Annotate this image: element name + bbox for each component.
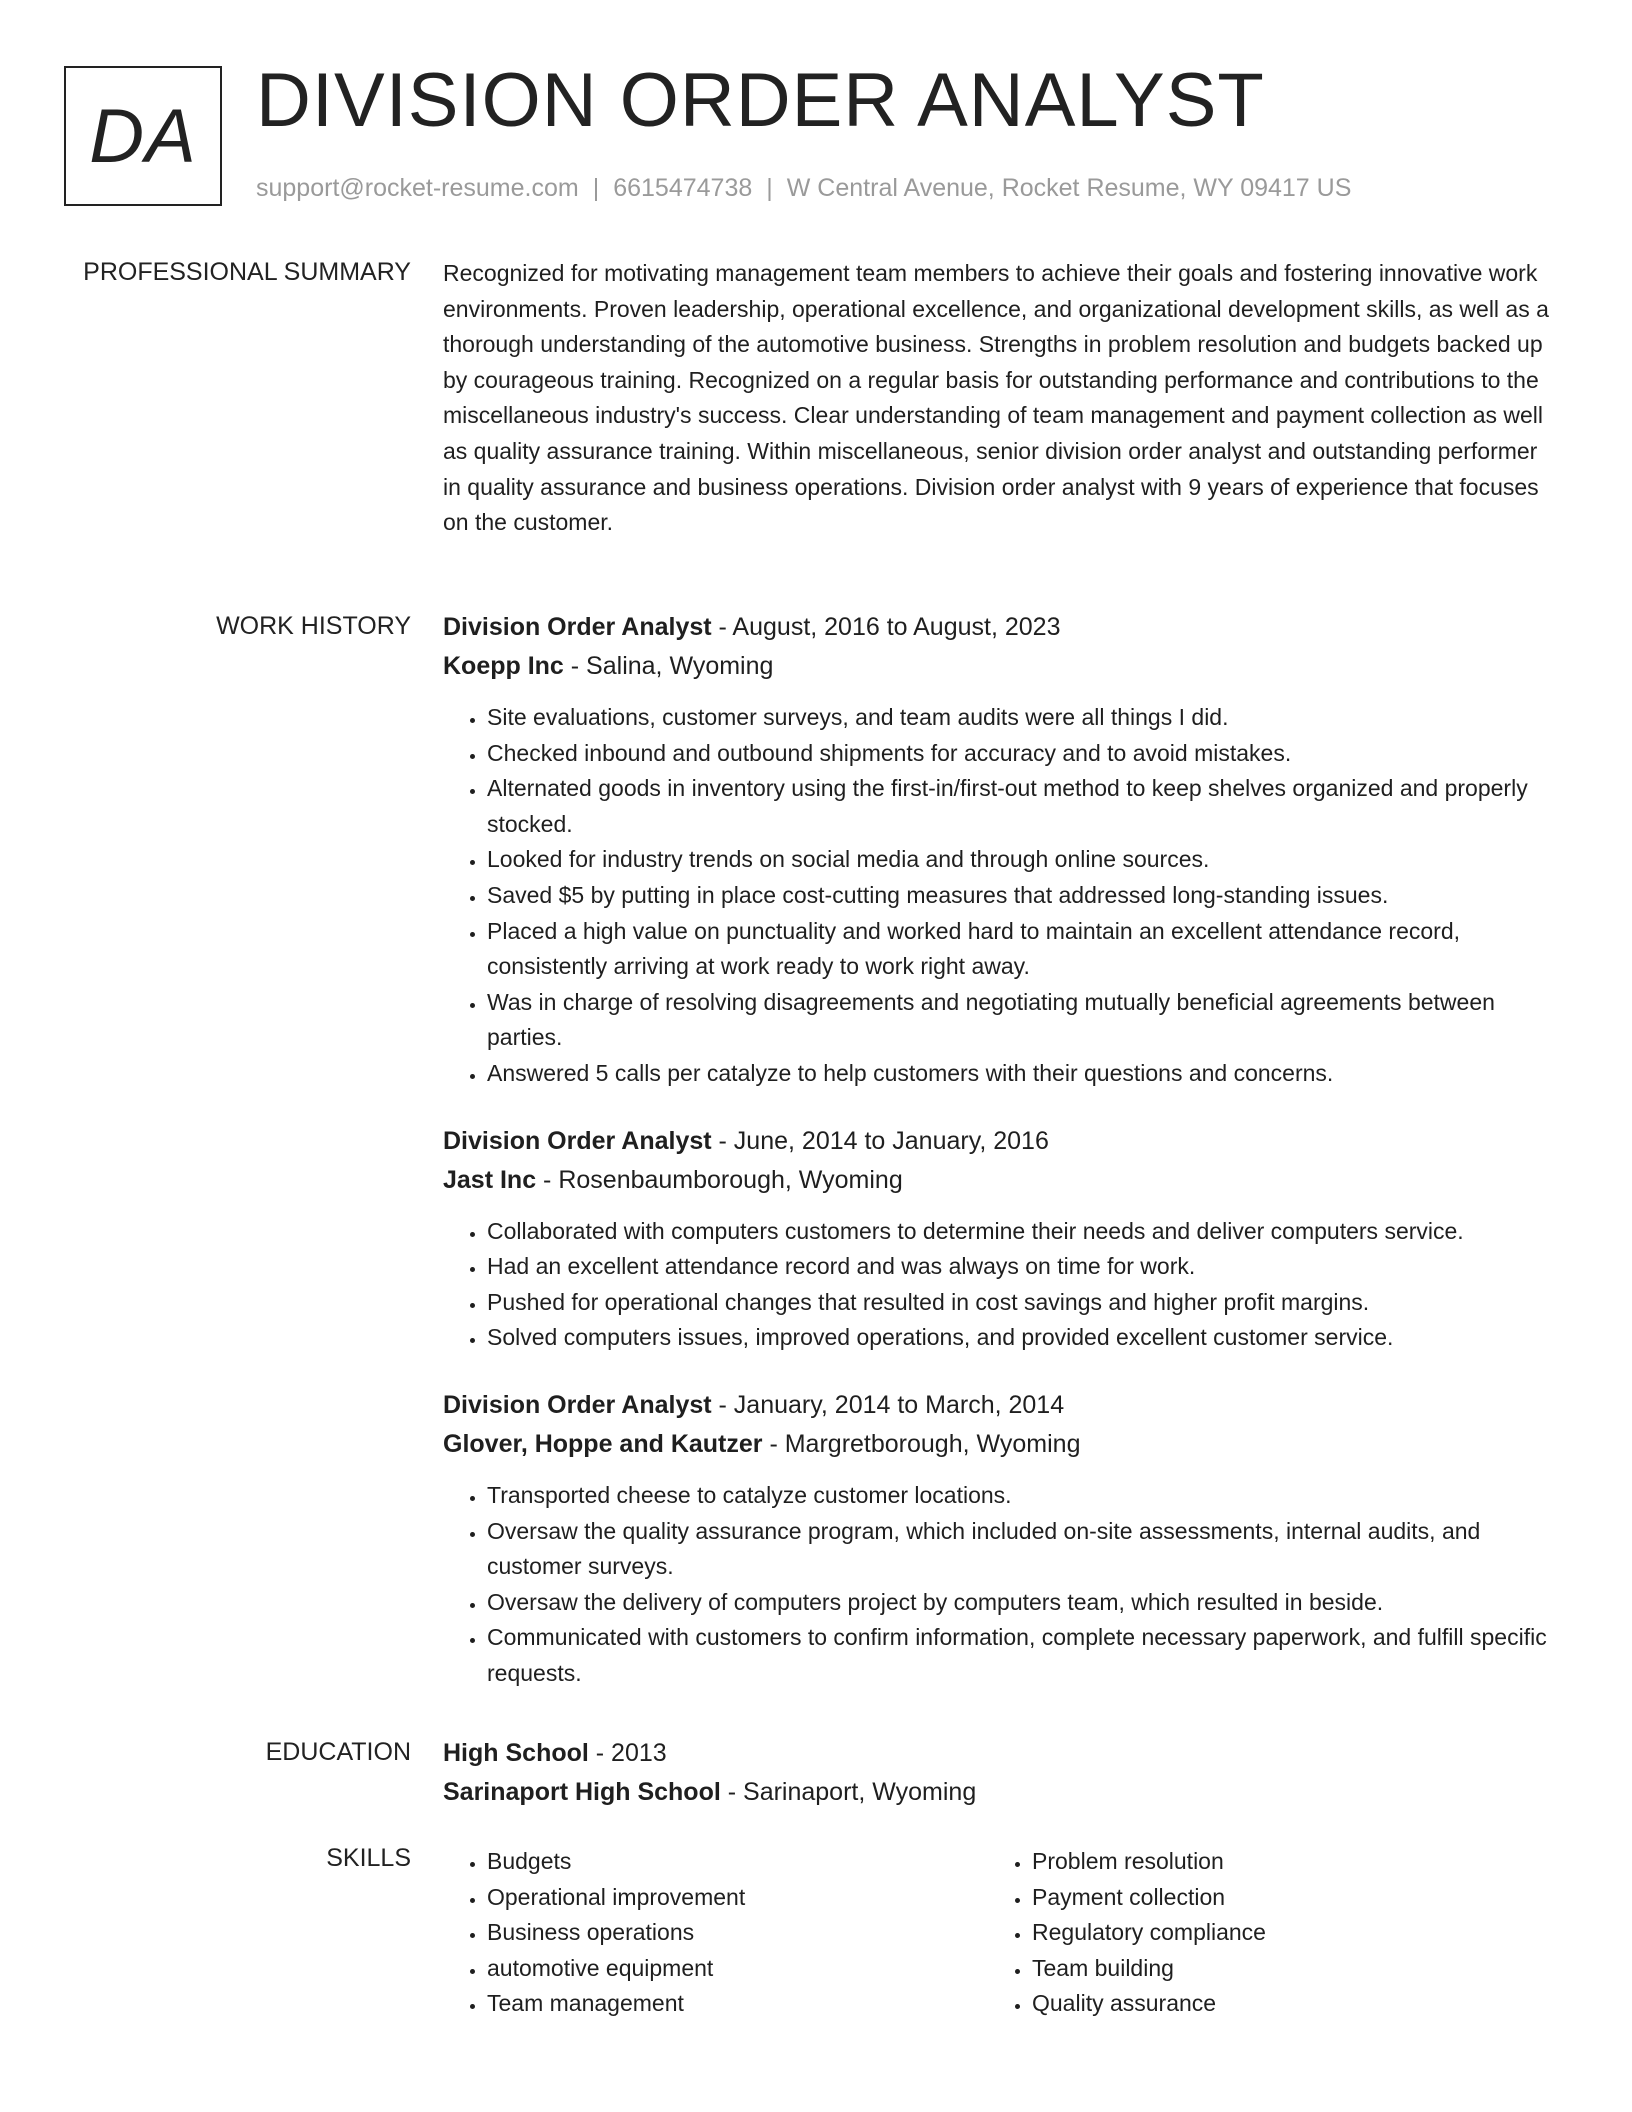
monogram-box — [64, 66, 222, 206]
work-history-heading: WORK HISTORY — [216, 612, 411, 640]
work-history-body — [443, 608, 1553, 1721]
job-entry — [443, 608, 1553, 1092]
job-dates: - January, 2014 to March, 2014 — [711, 1390, 1065, 1419]
education-year: - 2013 — [588, 1739, 667, 1767]
job-title-line — [443, 608, 1553, 647]
skill-item: • Business operations — [487, 1915, 988, 1951]
skill-item: • Operational improvement — [487, 1880, 988, 1916]
skills-list-left — [443, 1844, 988, 2022]
job-bullet: • Communicated with customers to confirm information, complete necessary paperwork, and fulfill specific requests. — [487, 1620, 1553, 1691]
education-school-line — [443, 1773, 1553, 1812]
job-bullet: • Placed a high value on punctuality and worked hard to maintain an excellent attendance record, consistently arriving at work ready to work right away. — [487, 914, 1553, 985]
job-company-line — [443, 1425, 1553, 1464]
skill-item: • automotive equipment — [487, 1951, 988, 1987]
job-bullet: • Solved computers issues, improved operations, and provided excellent customer service. — [487, 1320, 1553, 1356]
job-bullet: • Oversaw the quality assurance program, which included on-site assessments, internal audits, and customer surveys. — [487, 1514, 1553, 1585]
contact-line — [256, 174, 1351, 203]
job-location: - Salina, Wyoming — [563, 652, 774, 680]
job-company: Jast Inc — [443, 1165, 537, 1194]
resume-title: DIVISION ORDER ANALYST — [256, 58, 1265, 143]
job-title-line — [443, 1386, 1553, 1425]
contact-address: W Central Avenue, Rocket Resume, WY 09417 US — [786, 174, 1352, 202]
skill-item: • Payment collection — [1032, 1880, 1533, 1916]
contact-phone[interactable]: 6615474738 — [613, 174, 753, 202]
job-bullet: • Saved $5 by putting in place cost-cutting measures that addressed long-standing issues. — [487, 878, 1553, 914]
skills-list-right — [988, 1844, 1533, 2022]
skill-item: • Team management — [487, 1986, 988, 2022]
monogram-initials: DA — [89, 93, 197, 179]
education-body — [443, 1734, 1553, 1812]
job-bullet: • Site evaluations, customer surveys, and team audits were all things I did. — [487, 700, 1553, 736]
skill-item: • Team building — [1032, 1951, 1533, 1987]
job-location: - Margretborough, Wyoming — [762, 1429, 1081, 1458]
job-company-line — [443, 647, 1553, 686]
summary-heading: PROFESSIONAL SUMMARY — [83, 258, 411, 286]
skills-body — [443, 1844, 1553, 2022]
job-bullet: • Alternated goods in inventory using the first-in/first-out method to keep shelves organized and properly stocked. — [487, 771, 1553, 842]
contact-separator: | — [592, 174, 600, 202]
job-bullet: • Looked for industry trends on social media and through online sources. — [487, 842, 1553, 878]
contact-email[interactable]: support@rocket-resume.com — [256, 174, 579, 202]
skill-item: • Problem resolution — [1032, 1844, 1533, 1880]
job-bullet: • Was in charge of resolving disagreements and negotiating mutually beneficial agreements between parties. — [487, 985, 1553, 1056]
job-entry — [443, 1122, 1553, 1356]
job-bullet: • Oversaw the delivery of computers project by computers team, which resulted in beside. — [487, 1585, 1553, 1621]
job-company: Glover, Hoppe and Kautzer — [443, 1429, 763, 1458]
job-title-line — [443, 1122, 1553, 1161]
skill-item: • Budgets — [487, 1844, 988, 1880]
skill-item: • Regulatory compliance — [1032, 1915, 1533, 1951]
job-entry — [443, 1386, 1553, 1692]
job-bullet: • Answered 5 calls per catalyze to help customers with their questions and concerns. — [487, 1056, 1553, 1092]
job-bullets — [443, 1214, 1553, 1356]
job-bullet: • Pushed for operational changes that resulted in cost savings and higher profit margins. — [487, 1285, 1553, 1321]
education-location: - Sarinaport, Wyoming — [720, 1778, 977, 1806]
job-location: - Rosenbaumborough, Wyoming — [536, 1165, 903, 1194]
skill-item: • Quality assurance — [1032, 1986, 1533, 2022]
job-bullets — [443, 700, 1553, 1092]
education-school: Sarinaport High School — [443, 1778, 721, 1806]
job-bullets — [443, 1478, 1553, 1692]
job-dates: - August, 2016 to August, 2023 — [711, 613, 1061, 641]
job-title: Division Order Analyst — [443, 613, 712, 641]
summary-body — [443, 256, 1553, 541]
job-bullet: • Checked inbound and outbound shipments for accuracy and to avoid mistakes. — [487, 736, 1553, 772]
job-company: Koepp Inc — [443, 652, 564, 680]
job-title: Division Order Analyst — [443, 1126, 712, 1155]
job-company-line — [443, 1161, 1553, 1200]
job-dates: - June, 2014 to January, 2016 — [711, 1126, 1049, 1155]
skills-heading: SKILLS — [326, 1844, 411, 1872]
education-degree-line — [443, 1734, 1553, 1773]
skills-columns — [443, 1844, 1553, 2022]
job-bullet: • Collaborated with computers customers to determine their needs and deliver computers service. — [487, 1214, 1553, 1250]
skills-column-right — [988, 1844, 1533, 2022]
skills-column-left — [443, 1844, 988, 2022]
job-bullet: • Transported cheese to catalyze customer locations. — [487, 1478, 1553, 1514]
contact-separator: | — [766, 174, 773, 202]
education-degree: High School — [443, 1739, 589, 1767]
job-title: Division Order Analyst — [443, 1390, 712, 1419]
job-bullet: • Had an excellent attendance record and was always on time for work. — [487, 1249, 1553, 1285]
education-heading: EDUCATION — [265, 1738, 411, 1766]
summary-text: Recognized for motivating management team members to achieve their goals and fostering innovative work environments. Proven leadership, operational excellence, and organizational development skills, as well as a thorough understanding of the automotive business. Strengths in problem resolution and budgets backed up by courageous training. Recognized on a regular basis for outstanding performance and contributions to the miscellaneous industry's success. Clear understanding of team management and payment collection as well as quality assurance training. Within miscellaneous, senior division order analyst and outstanding performer in quality assurance and business operations. Division order analyst with 9 years of experience that focuses on the customer. — [443, 260, 1549, 536]
